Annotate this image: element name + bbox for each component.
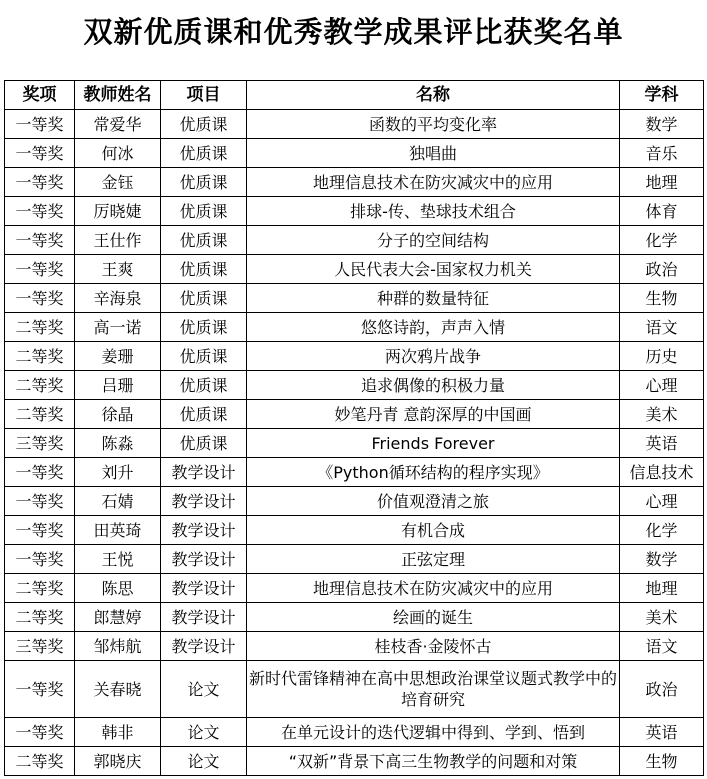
- cell-subject: 美术: [620, 400, 704, 429]
- cell-title: 绘画的诞生: [247, 603, 620, 632]
- header-teacher: 教师姓名: [75, 81, 161, 110]
- awards-table: [4, 80, 704, 776]
- cell-subject: 英语: [620, 718, 704, 747]
- header-row: [5, 81, 704, 110]
- cell-project: 优质课: [161, 255, 247, 284]
- cell-project: 教学设计: [161, 545, 247, 574]
- cell-project: 教学设计: [161, 632, 247, 661]
- table-row: [5, 574, 704, 603]
- cell-subject: 化学: [620, 226, 704, 255]
- cell-subject: 心理: [620, 487, 704, 516]
- cell-teacher: 刘升: [75, 458, 161, 487]
- cell-subject: 历史: [620, 342, 704, 371]
- cell-project: 优质课: [161, 284, 247, 313]
- cell-project: 论文: [161, 718, 247, 747]
- cell-teacher: 徐晶: [75, 400, 161, 429]
- table-row: [5, 545, 704, 574]
- cell-project: 优质课: [161, 371, 247, 400]
- cell-project: 优质课: [161, 168, 247, 197]
- cell-project: 论文: [161, 747, 247, 776]
- cell-teacher: 辛海泉: [75, 284, 161, 313]
- cell-teacher: 陈思: [75, 574, 161, 603]
- cell-award: 二等奖: [5, 603, 75, 632]
- cell-subject: 地理: [620, 168, 704, 197]
- cell-subject: 美术: [620, 603, 704, 632]
- cell-subject: 生物: [620, 747, 704, 776]
- header-title: 名称: [247, 81, 620, 110]
- cell-teacher: 田英琦: [75, 516, 161, 545]
- table-row: [5, 400, 704, 429]
- cell-award: 三等奖: [5, 632, 75, 661]
- cell-award: 二等奖: [5, 747, 75, 776]
- table-row: [5, 313, 704, 342]
- cell-project: 优质课: [161, 342, 247, 371]
- header-award: 奖项: [5, 81, 75, 110]
- cell-title: 函数的平均变化率: [247, 110, 620, 139]
- cell-award: 二等奖: [5, 371, 75, 400]
- cell-subject: 地理: [620, 574, 704, 603]
- cell-title: Friends Forever: [247, 429, 620, 458]
- cell-award: 一等奖: [5, 110, 75, 139]
- cell-project: 教学设计: [161, 487, 247, 516]
- cell-teacher: 石婧: [75, 487, 161, 516]
- cell-project: 优质课: [161, 429, 247, 458]
- cell-project: 教学设计: [161, 574, 247, 603]
- cell-subject: 数学: [620, 110, 704, 139]
- cell-award: 二等奖: [5, 574, 75, 603]
- cell-teacher: 常爱华: [75, 110, 161, 139]
- cell-project: 论文: [161, 661, 247, 718]
- cell-award: 一等奖: [5, 458, 75, 487]
- cell-project: 优质课: [161, 226, 247, 255]
- cell-title: 排球-传、垫球技术组合: [247, 197, 620, 226]
- cell-award: 二等奖: [5, 313, 75, 342]
- cell-teacher: 陈淼: [75, 429, 161, 458]
- table-row: [5, 661, 704, 718]
- cell-project: 教学设计: [161, 603, 247, 632]
- cell-subject: 体育: [620, 197, 704, 226]
- cell-award: 一等奖: [5, 487, 75, 516]
- cell-subject: 心理: [620, 371, 704, 400]
- cell-award: 一等奖: [5, 139, 75, 168]
- cell-title: 种群的数量特征: [247, 284, 620, 313]
- cell-subject: 政治: [620, 661, 704, 718]
- cell-title: 分子的空间结构: [247, 226, 620, 255]
- cell-award: 一等奖: [5, 197, 75, 226]
- cell-title: 悠悠诗韵，声声入情: [247, 313, 620, 342]
- cell-award: 二等奖: [5, 400, 75, 429]
- cell-title: 地理信息技术在防灾减灾中的应用: [247, 574, 620, 603]
- cell-title: 新时代雷锋精神在高中思想政治课堂议题式教学中的培育研究: [247, 661, 620, 718]
- cell-teacher: 邹炜航: [75, 632, 161, 661]
- cell-subject: 语文: [620, 313, 704, 342]
- cell-teacher: 关春晓: [75, 661, 161, 718]
- cell-award: 一等奖: [5, 284, 75, 313]
- cell-teacher: 王爽: [75, 255, 161, 284]
- cell-project: 教学设计: [161, 458, 247, 487]
- cell-subject: 英语: [620, 429, 704, 458]
- cell-award: 一等奖: [5, 661, 75, 718]
- table-row: [5, 197, 704, 226]
- cell-subject: 化学: [620, 516, 704, 545]
- cell-title: 价值观澄清之旅: [247, 487, 620, 516]
- cell-subject: 语文: [620, 632, 704, 661]
- cell-award: 一等奖: [5, 516, 75, 545]
- cell-teacher: 吕珊: [75, 371, 161, 400]
- cell-title: 桂枝香·金陵怀古: [247, 632, 620, 661]
- table-row: [5, 487, 704, 516]
- cell-title: 有机合成: [247, 516, 620, 545]
- cell-project: 优质课: [161, 197, 247, 226]
- cell-teacher: 金钰: [75, 168, 161, 197]
- table-row: [5, 284, 704, 313]
- cell-project: 优质课: [161, 400, 247, 429]
- header-project: 项目: [161, 81, 247, 110]
- table-row: [5, 718, 704, 747]
- cell-award: 一等奖: [5, 718, 75, 747]
- table-row: [5, 516, 704, 545]
- cell-teacher: 郎慧婷: [75, 603, 161, 632]
- cell-award: 一等奖: [5, 545, 75, 574]
- header-subject: 学科: [620, 81, 704, 110]
- cell-subject: 政治: [620, 255, 704, 284]
- cell-title: 在单元设计的迭代逻辑中得到、学到、悟到: [247, 718, 620, 747]
- cell-title: 独唱曲: [247, 139, 620, 168]
- cell-title: 《Python循环结构的程序实现》: [247, 458, 620, 487]
- table-row: [5, 632, 704, 661]
- cell-title: 正弦定理: [247, 545, 620, 574]
- cell-award: 一等奖: [5, 255, 75, 284]
- cell-project: 教学设计: [161, 516, 247, 545]
- cell-subject: 生物: [620, 284, 704, 313]
- cell-award: 二等奖: [5, 342, 75, 371]
- cell-teacher: 王仕作: [75, 226, 161, 255]
- table-row: [5, 603, 704, 632]
- cell-project: 优质课: [161, 139, 247, 168]
- cell-award: 一等奖: [5, 226, 75, 255]
- cell-project: 优质课: [161, 313, 247, 342]
- table-row: [5, 429, 704, 458]
- cell-subject: 音乐: [620, 139, 704, 168]
- cell-teacher: 厉晓婕: [75, 197, 161, 226]
- cell-teacher: 王悦: [75, 545, 161, 574]
- cell-teacher: 高一诺: [75, 313, 161, 342]
- cell-title: 两次鸦片战争: [247, 342, 620, 371]
- cell-teacher: 姜珊: [75, 342, 161, 371]
- table-row: [5, 371, 704, 400]
- table-row: [5, 110, 704, 139]
- cell-teacher: 何冰: [75, 139, 161, 168]
- cell-title: 追求偶像的积极力量: [247, 371, 620, 400]
- cell-title: 地理信息技术在防灾减灾中的应用: [247, 168, 620, 197]
- cell-subject: 数学: [620, 545, 704, 574]
- table-row: [5, 168, 704, 197]
- table-row: [5, 747, 704, 776]
- cell-title: “双新”背景下高三生物教学的问题和对策: [247, 747, 620, 776]
- cell-award: 一等奖: [5, 168, 75, 197]
- table-row: [5, 342, 704, 371]
- cell-award: 三等奖: [5, 429, 75, 458]
- cell-title: 人民代表大会-国家权力机关: [247, 255, 620, 284]
- table-row: [5, 255, 704, 284]
- cell-teacher: 郭晓庆: [75, 747, 161, 776]
- page-title: 双新优质课和优秀教学成果评比获奖名单: [83, 15, 624, 49]
- cell-project: 优质课: [161, 110, 247, 139]
- table-row: [5, 458, 704, 487]
- cell-subject: 信息技术: [620, 458, 704, 487]
- table-row: [5, 139, 704, 168]
- cell-title: 妙笔丹青 意韵深厚的中国画: [247, 400, 620, 429]
- table-row: [5, 226, 704, 255]
- cell-teacher: 韩非: [75, 718, 161, 747]
